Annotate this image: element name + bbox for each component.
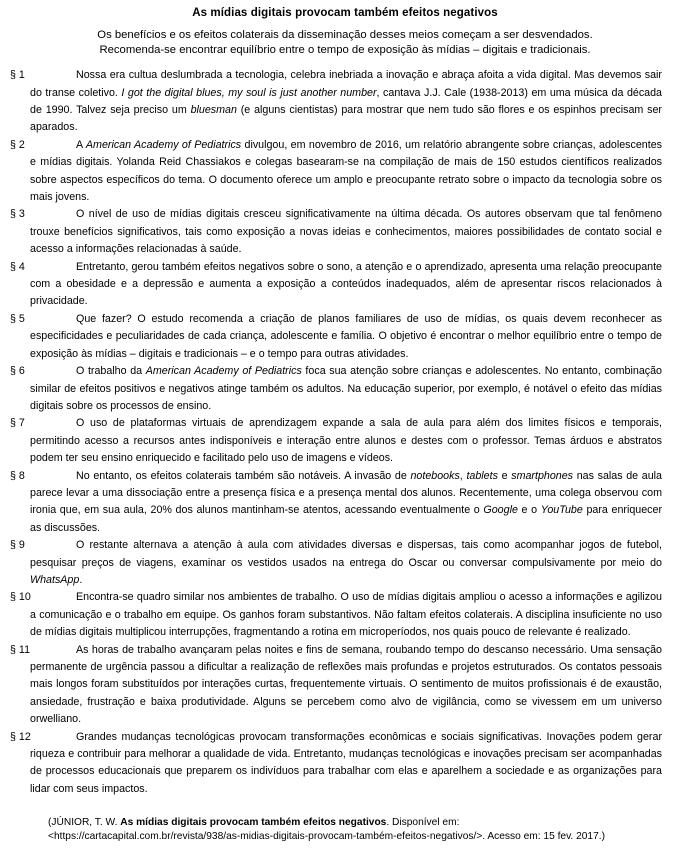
document-page	[0, 6, 690, 852]
text-run: divulgou, em novembro de 2016, um relatório abrangente sobre crianças, adolescentes e mídias digitais. Yolanda Reid Chassiakos e colegas basearam-se na compilação de mais de 150 estudos científicos realizados sobre aspectos específicos do tema. O documento oferece um amplo e preocupante retrato sobre o impacto da tecnologia sobre os mais jovens.	[30, 138, 662, 204]
paragraph-marker: § 3	[10, 208, 25, 221]
text-run: No entanto, os efeitos colaterais também são notáveis. A invasão de	[76, 469, 411, 482]
text-run: Grandes mudanças tecnológicas provocam transformações econômicas e sociais significativas. Inovações podem gerar riqueza e contribuir para melhorar a qualidade de vida. Entretanto, mudanças tecnológicas e inovações precisam ser acompanhadas de processos educacionais que preparem os indivíduos para trabalhar com elas e aparelhem a sociedade e as organizações para lidar com seus impactos.	[30, 730, 662, 795]
paragraph-text	[30, 67, 662, 137]
emphasis-text: bluesman	[190, 104, 237, 116]
document-body	[10, 67, 662, 798]
paragraph-text	[30, 729, 662, 799]
emphasis-text: smartphones	[511, 469, 574, 482]
text-run: foca sua atenção sobre crianças e adolescentes. No entanto, combinação similar de efeitos positivos e negativos atinge também os adultos. Na educação superior, por exemplo, é notável o efeito das mídias digitais sobre os processos de ensino.	[30, 365, 662, 412]
paragraph	[10, 537, 662, 589]
paragraph	[10, 67, 662, 137]
text-run: O trabalho da	[76, 365, 146, 378]
text-run: Encontra-se quadro similar nos ambientes de trabalho. O uso de mídias digitais ampliou o acesso a informações e agilizou a comunicação e o trabalho em equipe. Os ganhos foram substantivos. Não faltam efeitos colaterais. A disciplina insuficiente no uso de mídias digitais multiplicou interrupções, fragmentando a rotina em microperíodos, nos quais pouco de relevante é realizado.	[30, 591, 662, 639]
text-run: ,	[459, 469, 467, 482]
paragraph-text	[30, 589, 662, 641]
text-run: O nível de uso de mídias digitais cresceu significativamente na última década. Os autores observam que tal fenômeno trouxe benefícios significativos, tais como exposição a novas ideias e conhecimentos, maiores possibilidades de contato social e acesso a informações relacionadas à saúde.	[30, 208, 662, 256]
emphasis-text: tablets	[466, 469, 498, 482]
source-reference	[48, 816, 662, 843]
paragraph-marker: § 1	[10, 69, 25, 82]
paragraph-text	[30, 642, 662, 729]
reference-url: <https://cartacapital.com.br/revista/938/as-midias-digitais-provocam-também-efeitos-negativos/>. Acesso em: 15 fev. 2017.)	[48, 830, 605, 842]
paragraph	[10, 468, 662, 538]
text-run: As horas de trabalho avançaram pelas noites e fins de semana, roubando tempo do descanso necessário. Uma sensação permanente de urgência passou a dificultar a realização de reflexões mais profundas e projetos estruturados. Os contatos pessoais mais longos foram substituídos por interações curtas, frequentemente virtuais. O sentimento de muitos profissionais é de exaustão, ansiedade, frustração e baixa produtividade. Alguns se percebem como alvo de vigilância, como se vivessem em um universo orwelliano.	[30, 643, 662, 726]
page-title: As mídias digitais provocam também efeitos negativos	[192, 7, 498, 19]
paragraph-marker: § 11	[10, 643, 31, 656]
text-run: Que fazer? O estudo recomenda a criação de planos familiares de uso de mídias, os quais devem reconhecer as especificidades e peculiaridades de cada criança, adolescente e família. O objetivo é encontrar o melhor equilíbrio entre o tempo de exposição às mídias – digitais e tradicionais – e o tempo para outras atividades.	[30, 312, 662, 360]
text-run: O uso de plataformas virtuais de aprendizagem expande a sala de aula para além dos limites físicos e temporais, permitindo acesso a recursos antes indisponíveis e interação entre alunos e destes com o professor. Temas árduos e abstratos podem ter seu ensino enriquecido e facilitado pelo uso de imagens e vídeos.	[30, 417, 662, 465]
paragraph-text	[30, 537, 662, 589]
paragraph-marker: § 5	[10, 312, 25, 325]
text-run: , cantava J.J. Cale (1938-2013) em uma música da década de 1990. Talvez seja preciso um	[30, 86, 663, 116]
paragraph-marker: § 8	[10, 469, 25, 482]
text-run: para enriquecer as discussões.	[30, 504, 662, 534]
text-run: O restante alternava a atenção à aula com atividades diversas e dispersas, tais como acompanhar jogos de futebol, pesquisar preços de viagens, examinar os vestidos usados na entrega do Oscar ou conversar compulsivamente por meio do	[30, 539, 662, 569]
paragraph	[10, 206, 662, 258]
paragraph	[10, 729, 662, 799]
paragraph-text	[30, 311, 662, 363]
emphasis-text: American Academy of Pediatrics	[85, 138, 242, 151]
paragraph-text	[30, 363, 662, 415]
paragraph-marker: § 6	[10, 365, 25, 378]
emphasis-text: YouTube	[540, 504, 583, 517]
emphasis-text: WhatsApp	[30, 573, 80, 586]
paragraph	[10, 363, 662, 415]
text-run: (e alguns cientistas) para mostrar que nem tudo são flores e os espinhos precisam ser aparados.	[30, 104, 662, 134]
subtitle-line-1: Os benefícios e os efeitos colaterais da disseminação desses meios começam a ser desvendados.	[97, 29, 593, 41]
paragraph-text	[30, 206, 662, 258]
emphasis-text: American Academy of Pediatrics	[145, 365, 302, 378]
paragraph	[10, 259, 662, 311]
text-run: .	[79, 573, 83, 586]
strong-text: As mídias digitais provocam também efeitos negativos	[120, 817, 387, 829]
paragraph-text	[30, 415, 662, 467]
emphasis-text: I got the digital blues, my soul is just another number	[121, 86, 377, 99]
paragraph	[10, 137, 662, 207]
text-run: A	[76, 138, 86, 151]
paragraph-marker: § 9	[10, 539, 25, 552]
paragraph	[10, 311, 662, 363]
emphasis-text: Google	[483, 504, 518, 517]
text-run: (JÚNIOR, T. W.	[48, 817, 121, 829]
text-run: nas salas de aula parece levar a uma dissociação entre a presença física e a presença mental dos alunos. Recentemente, uma colega observou com ironia que, em sua aula, 20% dos alunos mantinham-se atentos, acessando eventualmente o	[30, 469, 662, 517]
text-run: . Disponível em:	[386, 817, 460, 829]
text-run: e	[497, 469, 512, 482]
paragraph-marker: § 12	[10, 730, 31, 743]
reference-citation	[48, 816, 662, 829]
paragraph-marker: § 10	[10, 591, 31, 604]
paragraph	[10, 642, 662, 729]
emphasis-text: notebooks	[410, 469, 460, 482]
text-run: Entretanto, gerou também efeitos negativos sobre o sono, a atenção e o aprendizado, apresenta uma relação preocupante com a obesidade e a depressão e aumenta a exposição a conteúdos inadequados, além de apresentar riscos relacionados à privacidade.	[30, 260, 662, 308]
paragraph	[10, 415, 662, 467]
text-run: e o	[517, 504, 541, 517]
text-run: Nossa era cultua deslumbrada a tecnologia, celebra inebriada a inovação e abraça afoita a vida digital. Mas devemos sair do transe coletivo.	[30, 69, 662, 99]
subtitle-line-2: Recomenda-se encontrar equilíbrio entre o tempo de exposição às mídias – digitais e tradicionais.	[99, 43, 591, 56]
paragraph	[10, 589, 662, 641]
paragraph-text	[30, 259, 662, 311]
paragraph-marker: § 2	[10, 138, 25, 151]
paragraph-marker: § 4	[10, 260, 25, 273]
document-subtitle	[40, 28, 650, 57]
paragraph-marker: § 7	[10, 417, 25, 430]
paragraph-text	[30, 137, 662, 207]
paragraph-text	[30, 468, 662, 538]
